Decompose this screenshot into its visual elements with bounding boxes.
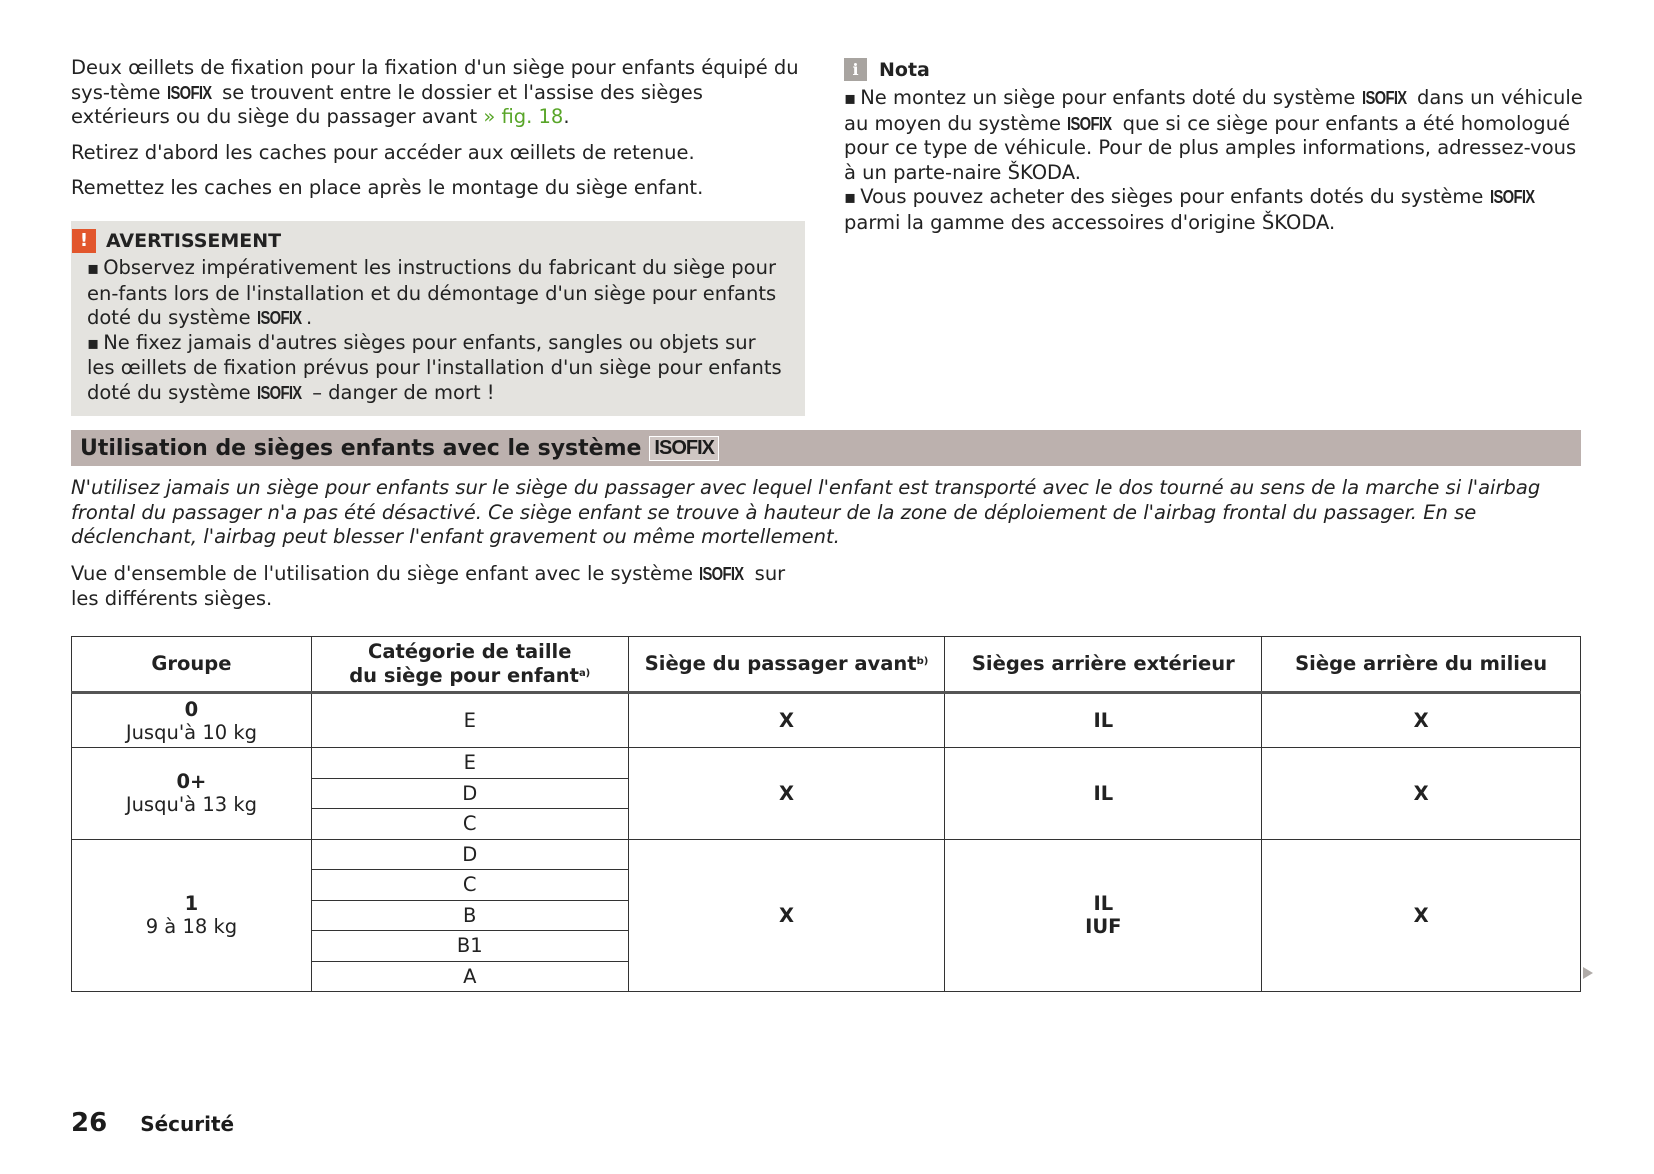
section-title: Utilisation de sièges enfants avec le système [80, 435, 642, 461]
nota-bullet-1 [844, 86, 1584, 185]
group-label: 0 [184, 697, 199, 721]
remove-caps-paragraph: Retirez d'abord les caches pour accéder aux œillets de retenue. [71, 140, 695, 164]
left-column [71, 56, 805, 416]
page-footer [71, 1108, 234, 1138]
warning-title: AVERTISSEMENT [106, 229, 282, 252]
intro-text-2: se trouvent entre le dossier et l'assise des sièges extérieurs ou du siège du passager avant [71, 80, 703, 128]
header-groupe: Groupe [72, 637, 312, 693]
warning-bullet-2-text: Ne fixez jamais d'autres sièges pour enfants, sangles ou objets sur les œillets de fixation prévus pour l'installation d'un siège pour enfants doté du système [87, 330, 782, 404]
nota-bullet-2-end: parmi la gamme des accessoires d'origine ŠKODA. [844, 210, 1336, 234]
category-cell: E [311, 748, 628, 779]
nota-title-row [844, 58, 1584, 81]
table-header-row [72, 637, 1581, 693]
isofix-logo: ISOFIX [699, 564, 744, 584]
continue-arrow-icon [1583, 967, 1593, 979]
category-cell: D [311, 778, 628, 809]
footnote-a: a) [578, 668, 591, 679]
warning-icon: ! [72, 229, 96, 253]
passager-cell: X [628, 748, 945, 840]
header-arriere-milieu: Siège arrière du milieu [1262, 637, 1581, 693]
warning-bullet-1-end: . [306, 306, 313, 329]
table-row [72, 839, 1581, 870]
nota-bullet-1-text: Ne montez un siège pour enfants doté du système [860, 86, 1362, 109]
group-weight: 9 à 18 kg [145, 915, 238, 939]
category-cell: C [311, 870, 628, 901]
intro-text: Deux œillets de fixation pour la fixation d'un siège pour enfants équipé du sys-tème [71, 56, 799, 104]
nota-bullet-2-text: Vous pouvez acheter des sièges pour enfants dotés du système [860, 185, 1490, 208]
group-cell [72, 748, 312, 840]
warning-box [71, 221, 805, 417]
category-cell: B [311, 900, 628, 931]
category-cell: C [311, 809, 628, 840]
group-cell [72, 839, 312, 992]
header-categorie [311, 637, 628, 693]
warning-bullet-2-end: – danger de mort ! [306, 380, 495, 404]
arriere-milieu-cell: X [1262, 693, 1581, 748]
category-cell: B1 [311, 931, 628, 962]
group-cell [72, 693, 312, 748]
header-arriere-exterieur: Sièges arrière extérieur [945, 637, 1262, 693]
category-cell: E [311, 693, 628, 748]
intro-end: . [563, 105, 570, 128]
table-row [72, 693, 1581, 748]
nota-title: Nota [879, 58, 930, 81]
table-row [72, 748, 1581, 779]
arriere-ext-cell: IL [945, 748, 1262, 840]
overview-paragraph [71, 562, 811, 611]
isofix-logo: ISOFIX [1067, 113, 1112, 134]
right-column [844, 58, 1584, 235]
footer-section-name: Sécurité [140, 1112, 235, 1136]
nota-bullet-1-end: que si ce siège pour enfants a été homologué pour ce type de véhicule. Pour de plus amples informations, adressez-vous à un parte-naire ŠKODA. [844, 111, 1577, 184]
warning-title-row [71, 229, 789, 254]
group-label: 0+ [176, 770, 207, 794]
isofix-logo: ISOFIX [649, 436, 719, 461]
nota-bullet-2 [844, 185, 1584, 235]
intro-paragraph [71, 56, 805, 130]
header-categorie-line-1: Catégorie de taille [368, 640, 572, 663]
isofix-logo: ISOFIX [256, 382, 302, 403]
overview-text: Vue d'ensemble de l'utilisation du siège enfant avec le système [71, 562, 700, 585]
warning-bullet-2 [87, 331, 789, 406]
arriere-ext-value-2: IUF [1085, 915, 1122, 939]
footnote-b: b) [916, 656, 929, 667]
header-categorie-line-2: du siège pour enfant [349, 664, 579, 687]
group-label: 1 [184, 892, 199, 916]
section-header [71, 430, 1581, 466]
passager-cell: X [628, 839, 945, 992]
header-passager [628, 637, 945, 693]
category-cell: A [311, 961, 628, 992]
warning-bullet-1-text: Observez impérativement les instructions du fabricant du siège pour en-fants lors de l'installation et du démontage d'un siège pour enfants doté du système [87, 256, 777, 329]
arriere-ext-cell: IL [945, 693, 1262, 748]
group-weight: Jusqu'à 13 kg [125, 793, 258, 817]
info-icon: i [844, 58, 867, 81]
isofix-logo: ISOFIX [256, 308, 302, 328]
category-cell: D [311, 839, 628, 870]
isofix-logo: ISOFIX [1361, 88, 1407, 108]
arriere-ext-value-1: IL [1093, 892, 1114, 916]
passager-cell: X [628, 693, 945, 748]
group-weight: Jusqu'à 10 kg [125, 720, 258, 744]
header-passager-text: Siège du passager avant [644, 652, 917, 675]
fig-18-link[interactable]: » fig. 18 [483, 105, 564, 128]
arriere-milieu-cell: X [1262, 748, 1581, 840]
warning-bullet-1 [87, 256, 789, 331]
overview-text-2: sur les différents sièges. [71, 562, 786, 610]
arriere-ext-cell [945, 839, 1262, 992]
page-number: 26 [71, 1108, 108, 1138]
replace-caps-paragraph: Remettez les caches en place après le montage du siège enfant. [71, 176, 704, 199]
isofix-logo: ISOFIX [166, 82, 212, 103]
isofix-seat-table [71, 636, 1581, 992]
arriere-milieu-cell: X [1262, 839, 1581, 992]
airbag-warning-paragraph: N'utilisez jamais un siège pour enfants sur le siège du passager avec lequel l'enfant est transporté avec le dos tourné au sens de la marche si l'airbag frontal du passager n'a pas été désactivé. Ce siège enfant se trouve à hauteur de la zone de déploiement de l'airbag frontal du passager. En se déclenchant, l'airbag peut blesser l'enfant gravement ou même mortellement. [71, 476, 1541, 548]
nota-bullet-1-mid: dans un véhicule au moyen du système [844, 86, 1583, 135]
isofix-logo: ISOFIX [1489, 187, 1535, 207]
